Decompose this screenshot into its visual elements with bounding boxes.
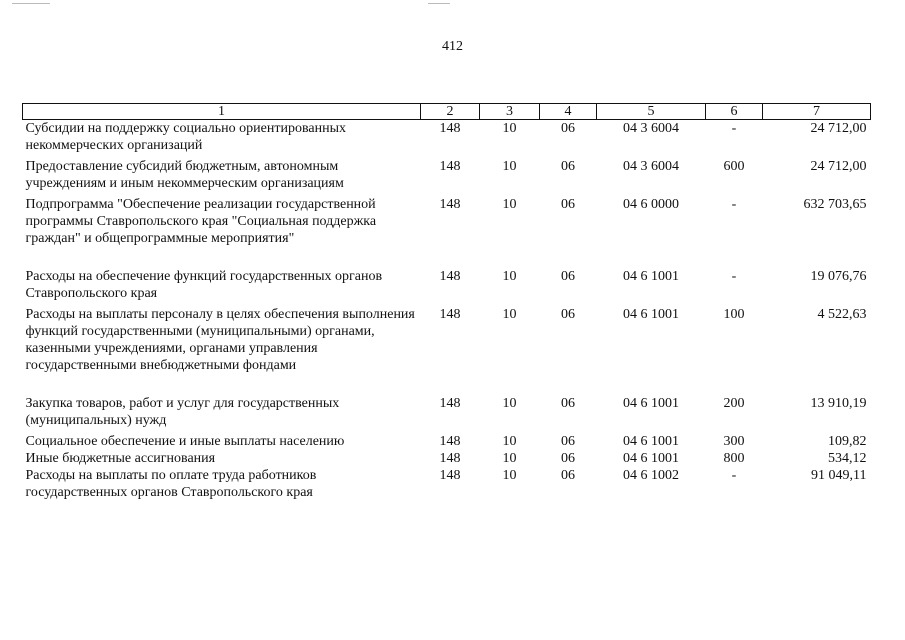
row-sum: 632 703,65 (803, 197, 867, 212)
row-code-target: 04 6 1001 (623, 307, 679, 322)
row-code-target: 04 6 0000 (623, 197, 679, 212)
row-code-subsection: 06 (561, 121, 575, 136)
row-sum: 109,82 (828, 434, 867, 449)
row-code-subsection: 06 (561, 159, 575, 174)
scan-artifact (12, 3, 50, 4)
scan-artifact (428, 3, 450, 4)
table-row (23, 450, 871, 467)
row-code-section: 10 (502, 434, 517, 449)
row-sum: 534,12 (828, 451, 867, 466)
budget-table (22, 103, 871, 501)
row-name: Предоставление субсидий бюджетным, автономным учреждениям и иным некоммерческим организациям (25, 159, 344, 191)
row-code-ministry: 148 (439, 307, 461, 322)
row-code-target: 04 3 6004 (623, 121, 679, 136)
row-name: Иные бюджетные ассигнования (25, 451, 216, 466)
row-code-target: 04 3 6004 (623, 159, 679, 174)
row-name: Подпрограмма "Обеспечение реализации государственной программы Ставропольского края "Социальная поддержка граждан" и общепрограммные мероприятия" (25, 197, 377, 246)
row-code-expense-type: 800 (723, 451, 745, 466)
column-header: 5 (597, 104, 706, 120)
column-header: 6 (706, 104, 763, 120)
row-name: Расходы на выплаты по оплате труда работников государственных органов Ставропольского края (25, 468, 317, 500)
row-code-expense-type: 300 (723, 434, 745, 449)
row-code-expense-type: - (731, 269, 737, 284)
row-sum: 91 049,11 (811, 468, 867, 483)
table-row (23, 395, 871, 433)
row-code-section: 10 (502, 197, 517, 212)
table-row (23, 306, 871, 395)
row-code-subsection: 06 (561, 197, 575, 212)
table-row (23, 467, 871, 501)
row-code-expense-type: 100 (723, 307, 745, 322)
row-code-subsection: 06 (561, 396, 575, 411)
column-header: 3 (480, 104, 540, 120)
row-code-expense-type: - (731, 121, 737, 136)
table-row (23, 158, 871, 196)
table-row (23, 433, 871, 450)
table-row (23, 196, 871, 268)
row-code-ministry: 148 (439, 159, 461, 174)
row-code-target: 04 6 1002 (623, 468, 679, 483)
row-name: Расходы на выплаты персоналу в целях обеспечения выполнения функций государственными (муниципальными) органами, казенными учреждениями, органами управления государственными внебюджетными фондами (25, 307, 415, 373)
row-code-expense-type: - (731, 197, 737, 212)
row-code-ministry: 148 (439, 451, 461, 466)
page-number: 412 (442, 39, 463, 54)
row-code-target: 04 6 1001 (623, 434, 679, 449)
row-code-expense-type: 200 (723, 396, 745, 411)
row-sum: 24 712,00 (810, 159, 867, 174)
row-code-ministry: 148 (439, 468, 461, 483)
row-sum: 13 910,19 (810, 396, 867, 411)
table-header-row (23, 104, 871, 120)
row-name: Субсидии на поддержку социально ориентированных некоммерческих организаций (25, 121, 347, 153)
row-name: Социальное обеспечение и иные выплаты населению (25, 434, 345, 449)
row-sum: 19 076,76 (810, 269, 867, 284)
row-code-ministry: 148 (439, 434, 461, 449)
row-code-ministry: 148 (439, 396, 461, 411)
row-sum: 4 522,63 (817, 307, 867, 322)
table-row (23, 120, 871, 159)
row-code-subsection: 06 (561, 269, 575, 284)
column-header: 4 (540, 104, 597, 120)
row-code-section: 10 (502, 451, 517, 466)
row-name: Закупка товаров, работ и услуг для государственных (муниципальных) нужд (25, 396, 340, 428)
row-code-section: 10 (502, 121, 517, 136)
row-code-expense-type: 600 (723, 159, 745, 174)
column-header: 2 (421, 104, 480, 120)
column-header: 7 (763, 104, 871, 120)
row-name: Расходы на обеспечение функций государственных органов Ставропольского края (25, 269, 383, 301)
table-row (23, 268, 871, 306)
row-code-expense-type: - (731, 468, 737, 483)
row-code-subsection: 06 (561, 307, 575, 322)
row-code-target: 04 6 1001 (623, 396, 679, 411)
row-sum: 24 712,00 (810, 121, 867, 136)
row-code-section: 10 (502, 269, 517, 284)
row-code-section: 10 (502, 468, 517, 483)
row-code-subsection: 06 (561, 434, 575, 449)
row-code-subsection: 06 (561, 468, 575, 483)
row-code-section: 10 (502, 396, 517, 411)
row-code-subsection: 06 (561, 451, 575, 466)
row-code-target: 04 6 1001 (623, 269, 679, 284)
row-code-section: 10 (502, 307, 517, 322)
row-code-target: 04 6 1001 (623, 451, 679, 466)
row-code-section: 10 (502, 159, 517, 174)
row-code-ministry: 148 (439, 269, 461, 284)
row-code-ministry: 148 (439, 121, 461, 136)
column-header: 1 (23, 104, 421, 120)
row-code-ministry: 148 (439, 197, 461, 212)
